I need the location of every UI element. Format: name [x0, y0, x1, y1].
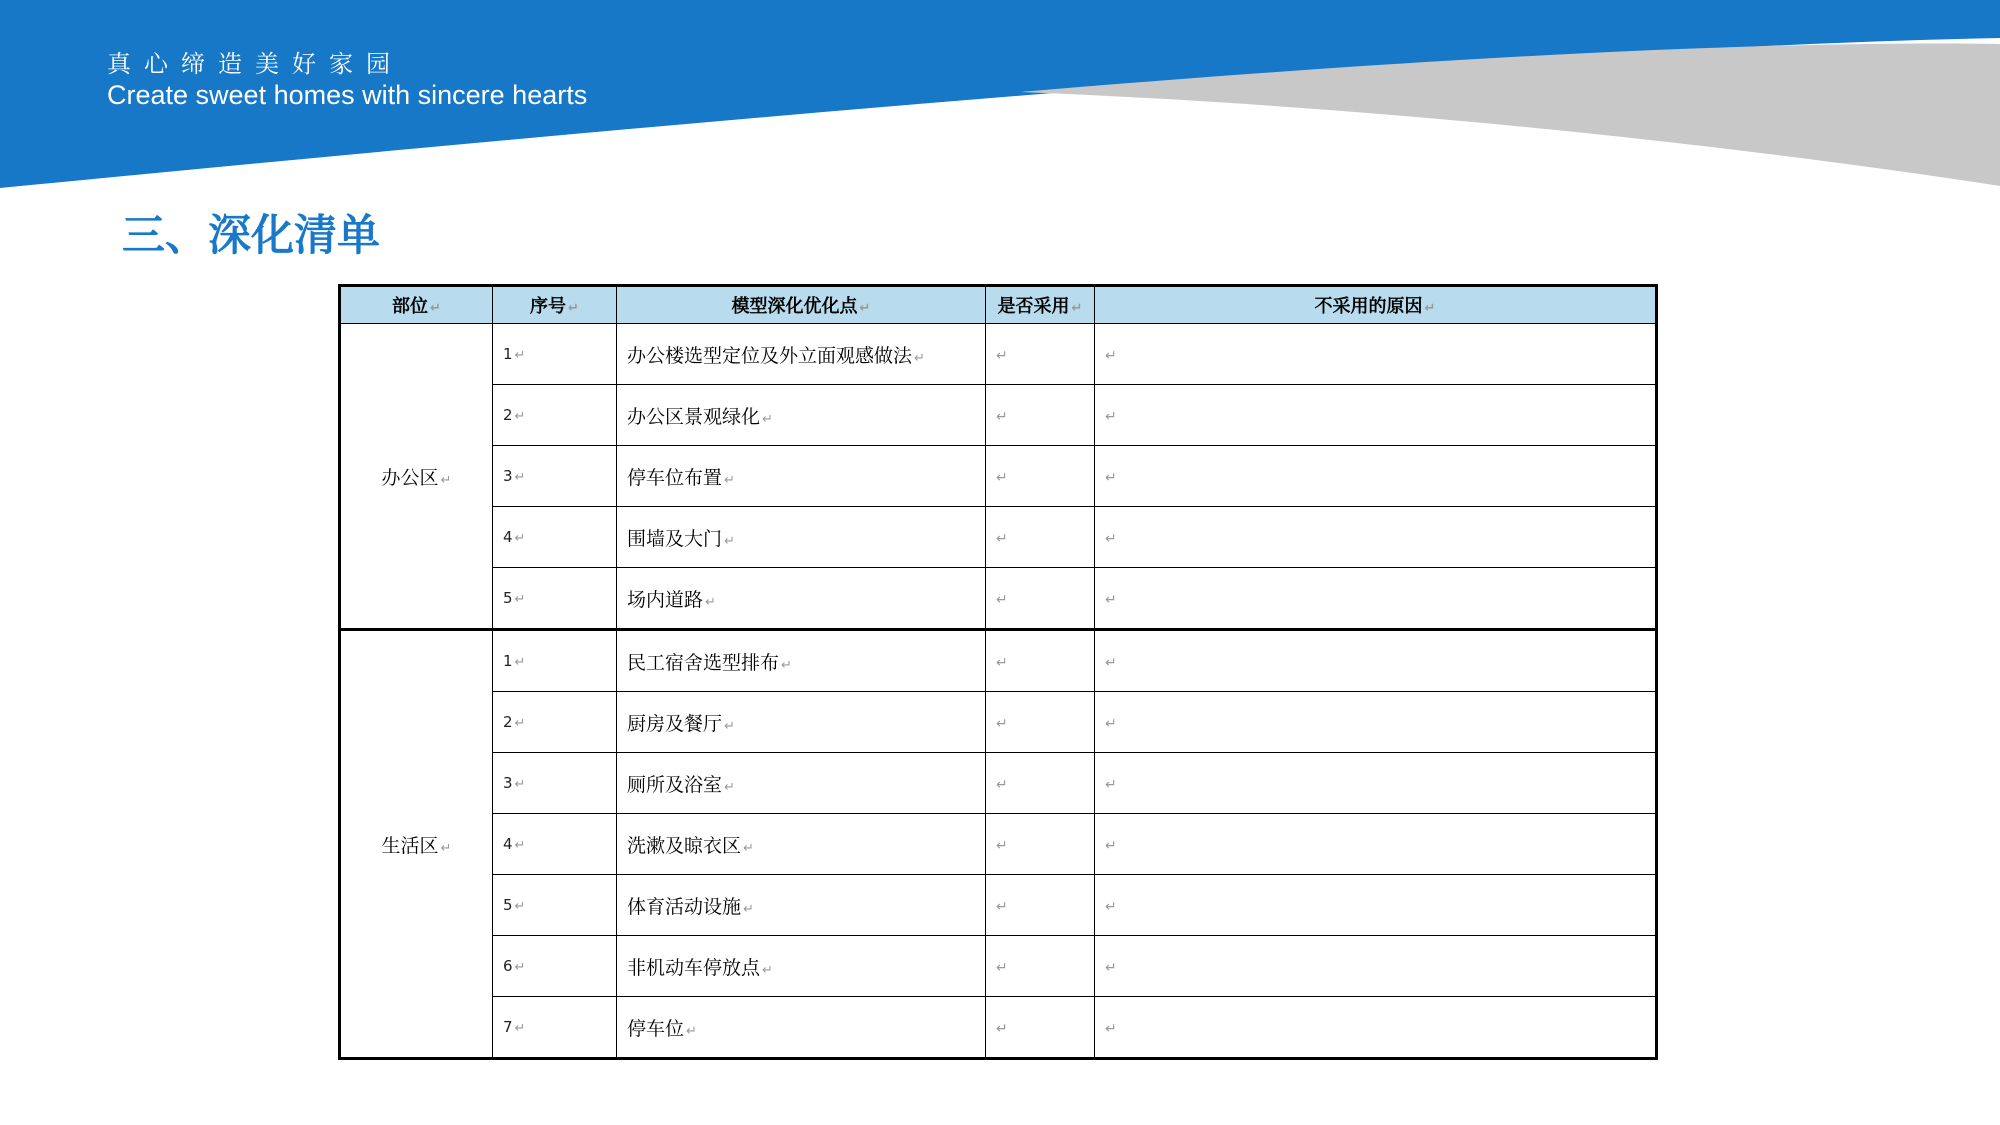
paragraph-mark-icon: ↵ [1105, 716, 1117, 732]
paragraph-mark-icon: ↵ [514, 531, 526, 546]
header-label: 是否采用 [997, 296, 1070, 317]
row-number: 6 [503, 957, 513, 975]
paragraph-mark-icon: ↵ [1105, 470, 1117, 486]
row-number: 4 [503, 835, 513, 853]
row-number: 1 [503, 652, 513, 670]
item-label: 民工宿舍选型排布 [627, 651, 780, 674]
item-cell [617, 692, 986, 753]
number-cell [493, 446, 617, 507]
header-label: 部位 [392, 296, 429, 317]
number-cell [493, 507, 617, 568]
row-number: 2 [503, 713, 513, 731]
reason-cell [1095, 385, 1657, 446]
paragraph-mark-icon: ↵ [1071, 301, 1083, 316]
number-cell [493, 385, 617, 446]
reason-cell [1095, 875, 1657, 936]
header-label: 不采用的原因 [1314, 296, 1423, 317]
row-number: 1 [503, 345, 513, 363]
paragraph-mark-icon: ↵ [514, 348, 526, 363]
paragraph-mark-icon: ↵ [743, 901, 754, 917]
item-label: 厨房及餐厅 [627, 712, 723, 735]
paragraph-mark-icon: ↵ [1105, 838, 1117, 854]
paragraph-mark-icon: ↵ [514, 777, 526, 792]
table-body [340, 324, 1657, 1059]
paragraph-mark-icon: ↵ [996, 777, 1008, 793]
item-cell [617, 753, 986, 814]
paragraph-mark-icon: ↵ [514, 470, 526, 485]
paragraph-mark-icon: ↵ [996, 838, 1008, 854]
reason-cell [1095, 997, 1657, 1059]
item-label: 非机动车停放点 [627, 956, 761, 979]
paragraph-mark-icon: ↵ [705, 594, 716, 610]
paragraph-mark-icon: ↵ [514, 960, 526, 975]
table-row [340, 568, 1657, 630]
table-row [340, 753, 1657, 814]
paragraph-mark-icon: ↵ [514, 838, 526, 853]
reason-cell [1095, 568, 1657, 630]
adopted-cell [986, 814, 1095, 875]
column-header [986, 286, 1095, 324]
header-tagline-en: Create sweet homes with sincere hearts [107, 80, 588, 110]
table-row [340, 814, 1657, 875]
number-cell [493, 936, 617, 997]
paragraph-mark-icon: ↵ [440, 472, 452, 488]
reason-cell [1095, 814, 1657, 875]
area-cell [340, 630, 493, 1059]
paragraph-mark-icon: ↵ [996, 716, 1008, 732]
column-header [1095, 286, 1657, 324]
adopted-cell [986, 446, 1095, 507]
paragraph-mark-icon: ↵ [996, 592, 1008, 608]
area-label: 生活区 [381, 834, 439, 857]
paragraph-mark-icon: ↵ [1105, 777, 1117, 793]
paragraph-mark-icon: ↵ [724, 779, 735, 795]
paragraph-mark-icon: ↵ [996, 348, 1008, 364]
paragraph-mark-icon: ↵ [514, 592, 526, 607]
paragraph-mark-icon: ↵ [996, 470, 1008, 486]
area-label: 办公区 [381, 466, 439, 489]
reason-cell [1095, 630, 1657, 692]
item-label: 办公楼选型定位及外立面观感做法 [627, 344, 913, 367]
number-cell [493, 753, 617, 814]
row-number: 5 [503, 589, 513, 607]
paragraph-mark-icon: ↵ [724, 718, 735, 734]
paragraph-mark-icon: ↵ [440, 840, 452, 856]
paragraph-mark-icon: ↵ [1105, 655, 1117, 671]
item-cell [617, 814, 986, 875]
adopted-cell [986, 568, 1095, 630]
paragraph-mark-icon: ↵ [1105, 592, 1117, 608]
table-header-row [340, 286, 1657, 324]
paragraph-mark-icon: ↵ [996, 1021, 1008, 1037]
detail-list-table [338, 284, 1658, 1060]
paragraph-mark-icon: ↵ [1105, 531, 1117, 547]
paragraph-mark-icon: ↵ [1105, 899, 1117, 915]
paragraph-mark-icon: ↵ [686, 1023, 697, 1039]
number-cell [493, 875, 617, 936]
item-label: 围墙及大门 [627, 527, 723, 550]
item-label: 厕所及浴室 [627, 773, 723, 796]
paragraph-mark-icon: ↵ [724, 533, 735, 549]
reason-cell [1095, 446, 1657, 507]
paragraph-mark-icon: ↵ [996, 655, 1008, 671]
paragraph-mark-icon: ↵ [430, 301, 441, 316]
paragraph-mark-icon: ↵ [514, 409, 526, 424]
number-cell [493, 568, 617, 630]
item-cell [617, 385, 986, 446]
adopted-cell [986, 507, 1095, 568]
paragraph-mark-icon: ↵ [514, 899, 526, 914]
table-row [340, 446, 1657, 507]
paragraph-mark-icon: ↵ [762, 962, 773, 978]
number-cell [493, 630, 617, 692]
reason-cell [1095, 507, 1657, 568]
number-cell [493, 324, 617, 385]
page-title: 三、深化清单 [122, 211, 380, 261]
paragraph-mark-icon: ↵ [859, 301, 871, 316]
header-label: 模型深化优化点 [731, 296, 858, 317]
number-cell [493, 814, 617, 875]
table-row [340, 875, 1657, 936]
reason-cell [1095, 692, 1657, 753]
item-label: 办公区景观绿化 [627, 405, 761, 428]
item-cell [617, 568, 986, 630]
paragraph-mark-icon: ↵ [762, 411, 773, 427]
table-row [340, 385, 1657, 446]
table-row [340, 936, 1657, 997]
paragraph-mark-icon: ↵ [1105, 1021, 1117, 1037]
adopted-cell [986, 997, 1095, 1059]
area-cell [340, 324, 493, 630]
item-cell [617, 630, 986, 692]
table-row [340, 692, 1657, 753]
item-cell [617, 875, 986, 936]
table-row [340, 507, 1657, 568]
adopted-cell [986, 630, 1095, 692]
reason-cell [1095, 324, 1657, 385]
paragraph-mark-icon: ↵ [568, 301, 579, 316]
adopted-cell [986, 692, 1095, 753]
reason-cell [1095, 936, 1657, 997]
adopted-cell [986, 875, 1095, 936]
column-header [340, 286, 493, 324]
paragraph-mark-icon: ↵ [996, 960, 1008, 976]
item-cell [617, 324, 986, 385]
paragraph-mark-icon: ↵ [996, 409, 1008, 425]
table-row [340, 630, 1657, 692]
item-label: 停车位 [627, 1017, 685, 1040]
table-row [340, 324, 1657, 385]
adopted-cell [986, 324, 1095, 385]
table-row [340, 997, 1657, 1059]
column-header [493, 286, 617, 324]
header-tagline-cn: 真心缔造美好家园 [107, 50, 403, 78]
row-number: 3 [503, 467, 513, 485]
item-cell [617, 936, 986, 997]
paragraph-mark-icon: ↵ [1105, 960, 1117, 976]
item-cell [617, 507, 986, 568]
item-label: 场内道路 [627, 588, 704, 611]
row-number: 3 [503, 774, 513, 792]
item-label: 体育活动设施 [627, 895, 742, 918]
row-number: 2 [503, 406, 513, 424]
number-cell [493, 997, 617, 1059]
item-label: 停车位布置 [627, 466, 723, 489]
row-number: 5 [503, 896, 513, 914]
paragraph-mark-icon: ↵ [514, 716, 526, 731]
item-label: 洗漱及晾衣区 [627, 834, 742, 857]
paragraph-mark-icon: ↵ [743, 840, 754, 856]
reason-cell [1095, 753, 1657, 814]
number-cell [493, 692, 617, 753]
paragraph-mark-icon: ↵ [1424, 301, 1436, 316]
paragraph-mark-icon: ↵ [514, 655, 526, 670]
paragraph-mark-icon: ↵ [1105, 409, 1117, 425]
adopted-cell [986, 385, 1095, 446]
paragraph-mark-icon: ↵ [1105, 348, 1117, 364]
paragraph-mark-icon: ↵ [514, 1021, 526, 1036]
row-number: 7 [503, 1018, 513, 1036]
adopted-cell [986, 936, 1095, 997]
adopted-cell [986, 753, 1095, 814]
paragraph-mark-icon: ↵ [996, 899, 1008, 915]
column-header [617, 286, 986, 324]
paragraph-mark-icon: ↵ [914, 350, 925, 366]
header-label: 序号 [530, 296, 567, 317]
paragraph-mark-icon: ↵ [781, 657, 792, 673]
paragraph-mark-icon: ↵ [724, 472, 735, 488]
item-cell [617, 446, 986, 507]
paragraph-mark-icon: ↵ [996, 531, 1008, 547]
item-cell [617, 997, 986, 1059]
row-number: 4 [503, 528, 513, 546]
